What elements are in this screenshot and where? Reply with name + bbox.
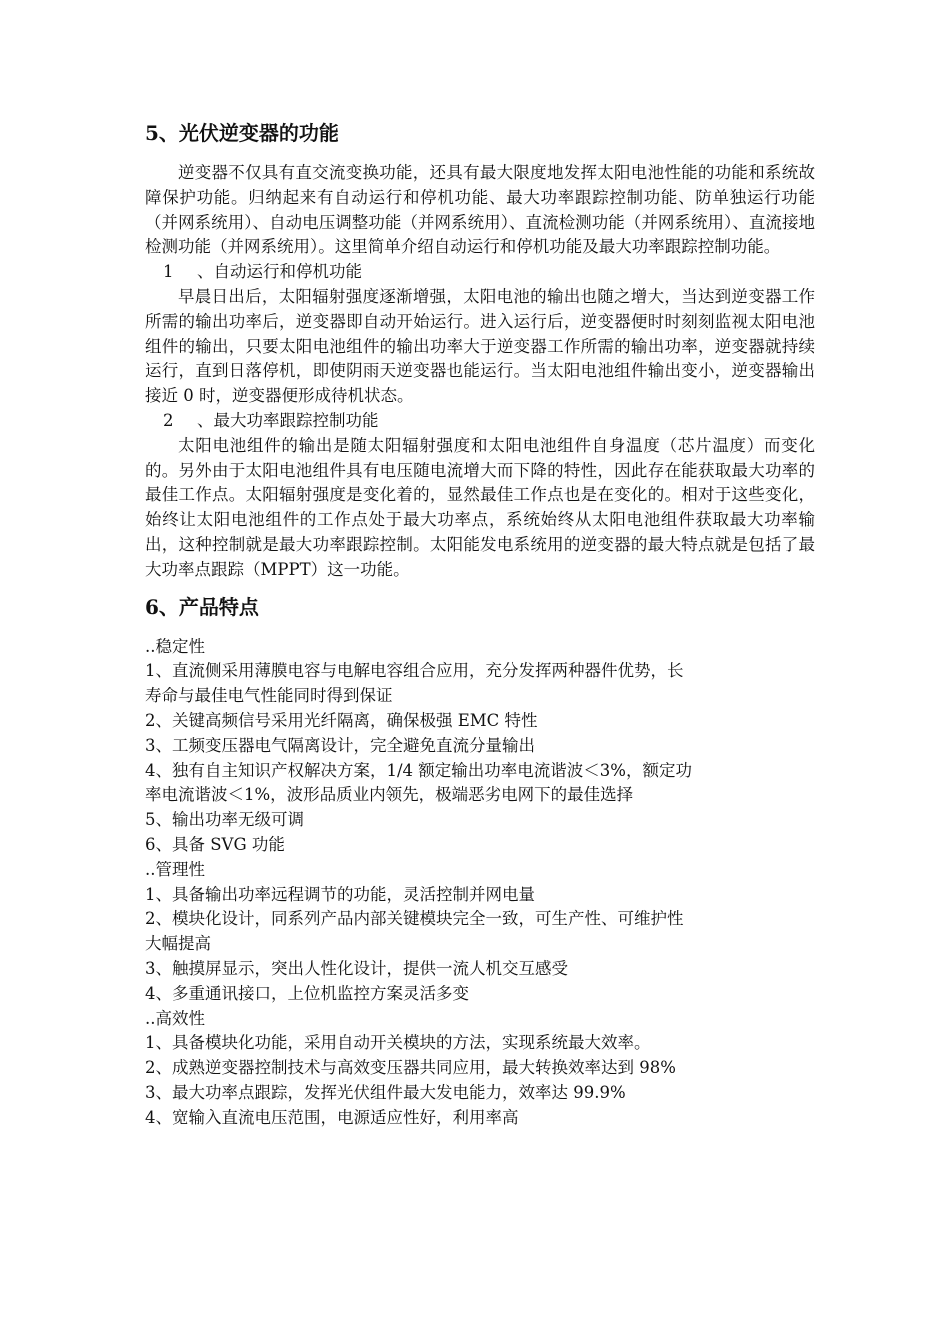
section-5-title: 5、光伏逆变器的功能 [145, 121, 339, 145]
section-6-title: 6、产品特点 [145, 594, 259, 619]
list-item: 1、具备模块化功能，采用自动开关模块的方法，实现系统最大效率。 [145, 1033, 651, 1053]
list-item: 2、成熟逆变器控制技术与高效变压器共同应用，最大转换效率达到 98% [145, 1058, 676, 1078]
subsection-2-number: 2 [163, 410, 174, 430]
list-item: 3、最大功率点跟踪，发挥光伏组件最大发电能力，效率达 99.9% [145, 1082, 626, 1102]
list-item: 2、模块化设计，同系列产品内部关键模块完全一致，可生产性、可维护性 [145, 909, 684, 929]
list-item: 6、具备 SVG 功能 [145, 834, 285, 854]
list-item: 3、工频变压器电气隔离设计，完全避免直流分量输出 [145, 735, 535, 755]
subsection-2-label: 、最大功率跟踪控制功能 [197, 410, 379, 430]
list-item: ..管理性 [145, 859, 205, 879]
list-item: 寿命与最佳电气性能同时得到保证 [145, 686, 393, 706]
document-body [145, 117, 815, 1130]
list-item: 率电流谐波＜1%，波形品质业内领先，极端恶劣电网下的最佳选择 [145, 785, 634, 805]
section-5-intro: 逆变器不仅具有直交流变换功能，还具有最大限度地发挥太阳电池性能的功能和系统故障保护功能。归纳起来有自动运行和停机功能、最大功率跟踪控制功能、防单独运行功能（并网系统用）、自动电压调整功能（并网系统用）、直流检测功能（并网系统用）、直流接地检测功能（并网系统用）。这里简单介绍自动运行和停机功能及最大功率跟踪控制功能。 [145, 163, 815, 257]
list-item: 2、关键高频信号采用光纤隔离，确保极强 EMC 特性 [145, 710, 538, 730]
list-item: ..高效性 [145, 1008, 205, 1028]
feature-list [145, 635, 815, 1131]
subsection-1-paragraph: 早晨日出后，太阳辐射强度逐渐增强，太阳电池的输出也随之增大，当达到逆变器工作所需的输出功率后，逆变器即自动开始运行。进入运行后，逆变器便时时刻刻监视太阳电池组件的输出，只要太阳电池组件的输出功率大于逆变器工作所需的输出功率，逆变器就持续运行，直到日落停机，即使阴雨天逆变器也能运行。当太阳电池组件输出变小，逆变器输出接近 0 时，逆变器便形成待机状态。 [145, 286, 815, 406]
list-item: 3、触摸屏显示，突出人性化设计，提供一流人机交互感受 [145, 958, 568, 978]
list-item: 大幅提高 [145, 934, 211, 954]
subsection-2-paragraph: 太阳电池组件的输出是随太阳辐射强度和太阳电池组件自身温度（芯片温度）而变化的。另外由于太阳电池组件具有电压随电流增大而下降的特性，因此存在能获取最大功率的最佳工作点。太阳辐射强度是变化着的，显然最佳工作点也是在变化的。相对于这些变化，始终让太阳电池组件的工作点处于最大功率点，系统始终从太阳电池组件获取最大功率输出，这种控制就是最大功率跟踪控制。太阳能发电系统用的逆变器的最大特点就是包括了最大功率点跟踪（MPPT）这一功能。 [145, 435, 815, 579]
subsection-1-label: 、自动运行和停机功能 [197, 262, 362, 282]
list-item: 4、独有自主知识产权解决方案，1/4 额定输出功率电流谐波＜3%，额定功 [145, 760, 692, 780]
list-item: 5、输出功率无级可调 [145, 810, 304, 830]
subsection-2-heading [145, 409, 815, 434]
list-item: 1、具备输出功率远程调节的功能，灵活控制并网电量 [145, 884, 535, 904]
list-item: 1、直流侧采用薄膜电容与电解电容组合应用，充分发挥两种器件优势，长 [145, 661, 684, 681]
subsection-1-heading [145, 260, 815, 285]
subsection-1-number: 1 [163, 262, 174, 282]
list-item: ..稳定性 [145, 636, 205, 656]
list-item: 4、宽输入直流电压范围，电源适应性好，利用率高 [145, 1107, 519, 1127]
list-item: 4、多重通讯接口，上位机监控方案灵活多变 [145, 983, 469, 1003]
